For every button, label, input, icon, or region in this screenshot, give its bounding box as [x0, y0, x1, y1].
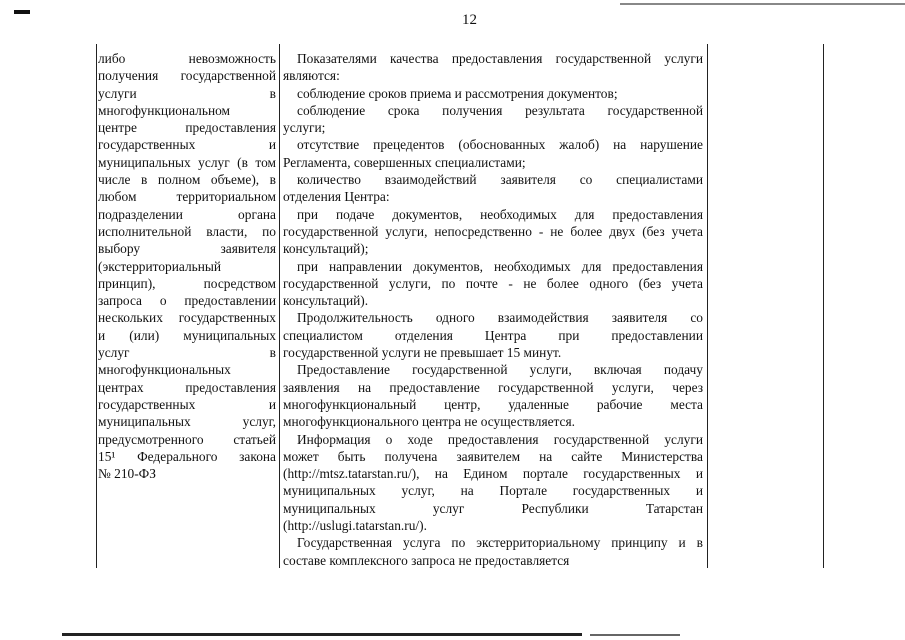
table-border-left	[96, 44, 97, 568]
top-left-mark	[14, 10, 30, 14]
criterion-text-line: запроса о предоставлении	[98, 293, 276, 309]
indicator-text-line: может быть получена заявителем на сайте Министерства	[283, 448, 703, 464]
criterion-text-line: центре предоставления	[98, 120, 276, 136]
criterion-text-line: муниципальных услуг (в том	[98, 154, 276, 170]
indicator-text-line: составе комплексного запроса не предоставляется	[283, 552, 570, 568]
indicator-text-line: Регламента, совершенных специалистами;	[283, 154, 526, 170]
indicator-text-line: государственной услуги не превышает 15 минут.	[283, 345, 562, 361]
indicator-text-line: при подаче документов, необходимых для предоставления	[297, 206, 703, 222]
indicator-text-line: Предоставление государственной услуги, включая подачу	[297, 362, 703, 378]
indicator-text-line: многофункциональный центр, удаленные рабочие места	[283, 396, 703, 412]
criterion-text-line: получения государственной	[98, 68, 276, 84]
indicator-text-line: Показателями качества предоставления государственной услуги	[297, 51, 703, 66]
page-number: 12	[462, 12, 477, 28]
indicator-text-line: отделения Центра:	[283, 189, 390, 205]
indicator-text-line: государственной услуги, непосредственно - не более двух (без учета	[283, 223, 703, 239]
indicator-text-line: являются:	[283, 68, 340, 84]
criterion-text-line: многофункциональном	[98, 102, 231, 118]
indicator-text-line: консультаций);	[283, 241, 369, 257]
criterion-text-line: многофункциональных	[98, 362, 231, 378]
criterion-text-line: принцип), посредством	[98, 275, 276, 291]
indicator-text-line: муниципальных услуг Республики Татарстан	[283, 500, 703, 516]
indicator-text-line: муниципальных услуг, на Портале государственных и	[283, 483, 703, 499]
criterion-text-line: нескольких государственных	[98, 310, 276, 326]
criterion-text-line: числе в полном объеме), в	[98, 172, 276, 188]
indicator-text-line: услуги;	[283, 120, 326, 136]
criterion-text-line: предусмотренного статьей	[98, 431, 276, 447]
indicator-text-line: (http://mtsz.tatarstan.ru/), на Едином портале государственных и	[283, 466, 703, 482]
table-cell-criterion	[98, 50, 276, 482]
bottom-edge-rule	[62, 633, 582, 636]
table-border-right	[823, 44, 824, 568]
indicator-text-line: при направлении документов, необходимых для предоставления	[297, 258, 703, 274]
criterion-text-line: услуг в	[98, 345, 276, 361]
table-cell-indicators	[283, 50, 703, 569]
indicator-text-line: заявления на предоставление государственной услуги, через	[283, 379, 703, 395]
criterion-text-line: услуги в	[98, 85, 276, 101]
criterion-text-line: государственных и	[98, 396, 276, 412]
indicator-text-line: государственной услуги, по почте - не более одного (без учета	[283, 275, 703, 291]
indicator-text-line: Информация о ходе предоставления государственной услуги	[297, 431, 703, 447]
criterion-text-line: № 210-ФЗ	[98, 466, 156, 482]
indicator-text-line: соблюдение срока получения результата государственной	[297, 102, 703, 118]
criterion-text-line: подразделении органа	[98, 206, 276, 222]
indicator-text-line: соблюдение сроков приема и рассмотрения документов;	[297, 85, 618, 101]
criterion-text-line: выбору заявителя	[98, 241, 276, 257]
indicator-text-line: Государственная услуга по экстерриториальному принципу и в	[297, 535, 703, 551]
indicator-text-line: многофункционального центра не осуществляется.	[283, 414, 576, 430]
criterion-text-line: государственных и	[98, 137, 276, 153]
indicator-text-line: консультаций).	[283, 293, 369, 309]
criterion-text-line: исполнительной власти, по	[98, 223, 276, 239]
indicator-text-line: Продолжительность одного взаимодействия заявителя со	[297, 310, 703, 326]
criterion-text-line: муниципальных услуг,	[98, 414, 276, 430]
indicator-text-line: количество взаимодействий заявителя со специалистами	[297, 172, 703, 188]
table-divider-1	[279, 44, 280, 568]
requirements-table	[96, 44, 824, 568]
indicator-text-line: отсутствие прецедентов (обоснованных жалоб) на нарушение	[297, 137, 703, 153]
indicator-text-line: специалистом отделения Центра при предоставлении	[283, 327, 703, 343]
top-edge-rule	[620, 3, 905, 5]
indicator-text-line: (http://uslugi.tatarstan.ru/).	[283, 518, 427, 534]
criterion-text-line: и (или) муниципальных	[98, 327, 276, 343]
bottom-edge-rule-short	[590, 634, 680, 636]
criterion-text-line: либо невозможность	[98, 51, 276, 66]
criterion-text-line: 15¹ Федерального закона	[98, 448, 276, 464]
criterion-text-line: любом территориальном	[98, 189, 276, 205]
table-divider-2	[707, 44, 708, 568]
criterion-text-line: центрах предоставления	[98, 379, 276, 395]
criterion-text-line: (экстерриториальный	[98, 258, 222, 274]
